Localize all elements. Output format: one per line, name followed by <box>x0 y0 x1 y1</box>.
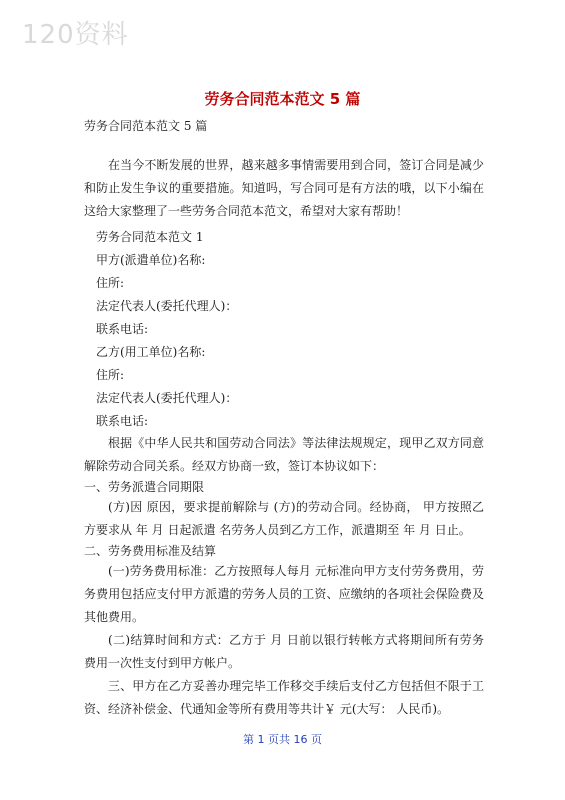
party-a-phone: 联系电话: <box>96 322 149 336</box>
section-1-heading: 一、劳务派遣合同期限 <box>84 480 205 494</box>
intro-paragraph: 在当今不断发展的世界，越来越多事情需要用到合同，签订合同是减少和防止发生争议的重要措施。知道吗，写合同可是有方法的哦，以下小编在这给大家整理了一些劳务合同范本范文，希望对大家有帮助！ <box>84 158 484 218</box>
party-a-name: 甲方(派遣单位)名称: <box>96 253 206 267</box>
party-a-address: 住所: <box>96 276 125 290</box>
section-2-item-1: (一)劳务费用标准：乙方按照每人每月 元标准向甲方支付劳务费用，劳务费用包括应支付甲方派遣的劳务人员的工资、应缴纳的各项社会保险费及其他费用。 <box>84 564 484 624</box>
party-b-address: 住所: <box>96 368 125 382</box>
document-title: 劳务合同范本范文 5 篇 <box>204 90 361 108</box>
watermark-logo: 120资料 <box>22 20 129 50</box>
section-2-item-2: (二)结算时间和方式：乙方于 月 日前以银行转帐方式将期间所有劳务费用一次性支付到甲方帐户。 <box>84 633 484 670</box>
section-1-text: (方)因 原因，要求提前解除与 (方)的劳动合同。经协商， 甲方按照乙方要求从 年 月 日起派遣 名劳务人员到乙方工作，派遣期至 年 月 日止。 <box>84 500 484 537</box>
party-b-representative: 法定代表人(委托代理人)： <box>96 391 238 405</box>
section-2-heading: 二、劳务费用标准及结算 <box>84 544 217 558</box>
party-b-name: 乙方(用工单位)名称: <box>96 345 206 359</box>
basis-paragraph: 根据《中华人民共和国劳动合同法》等法律法规规定，现甲乙双方同意解除劳动合同关系。经双方协商一致，签订本协议如下： <box>84 436 484 473</box>
party-b-phone: 联系电话: <box>96 414 149 428</box>
section-3-text: 三、甲方在乙方妥善办理完毕工作移交手续后支付乙方包括但不限于工资、经济补偿金、代通知金等所有费用等共计￥ 元(大写： 人民币)。 <box>84 679 484 716</box>
party-a-representative: 法定代表人(委托代理人)： <box>96 299 238 313</box>
page-footer: 第 1 页共 16 页 <box>243 733 322 746</box>
document-subtitle: 劳务合同范本范文 5 篇 <box>84 119 208 133</box>
sample-title: 劳务合同范本范文 1 <box>96 230 204 244</box>
